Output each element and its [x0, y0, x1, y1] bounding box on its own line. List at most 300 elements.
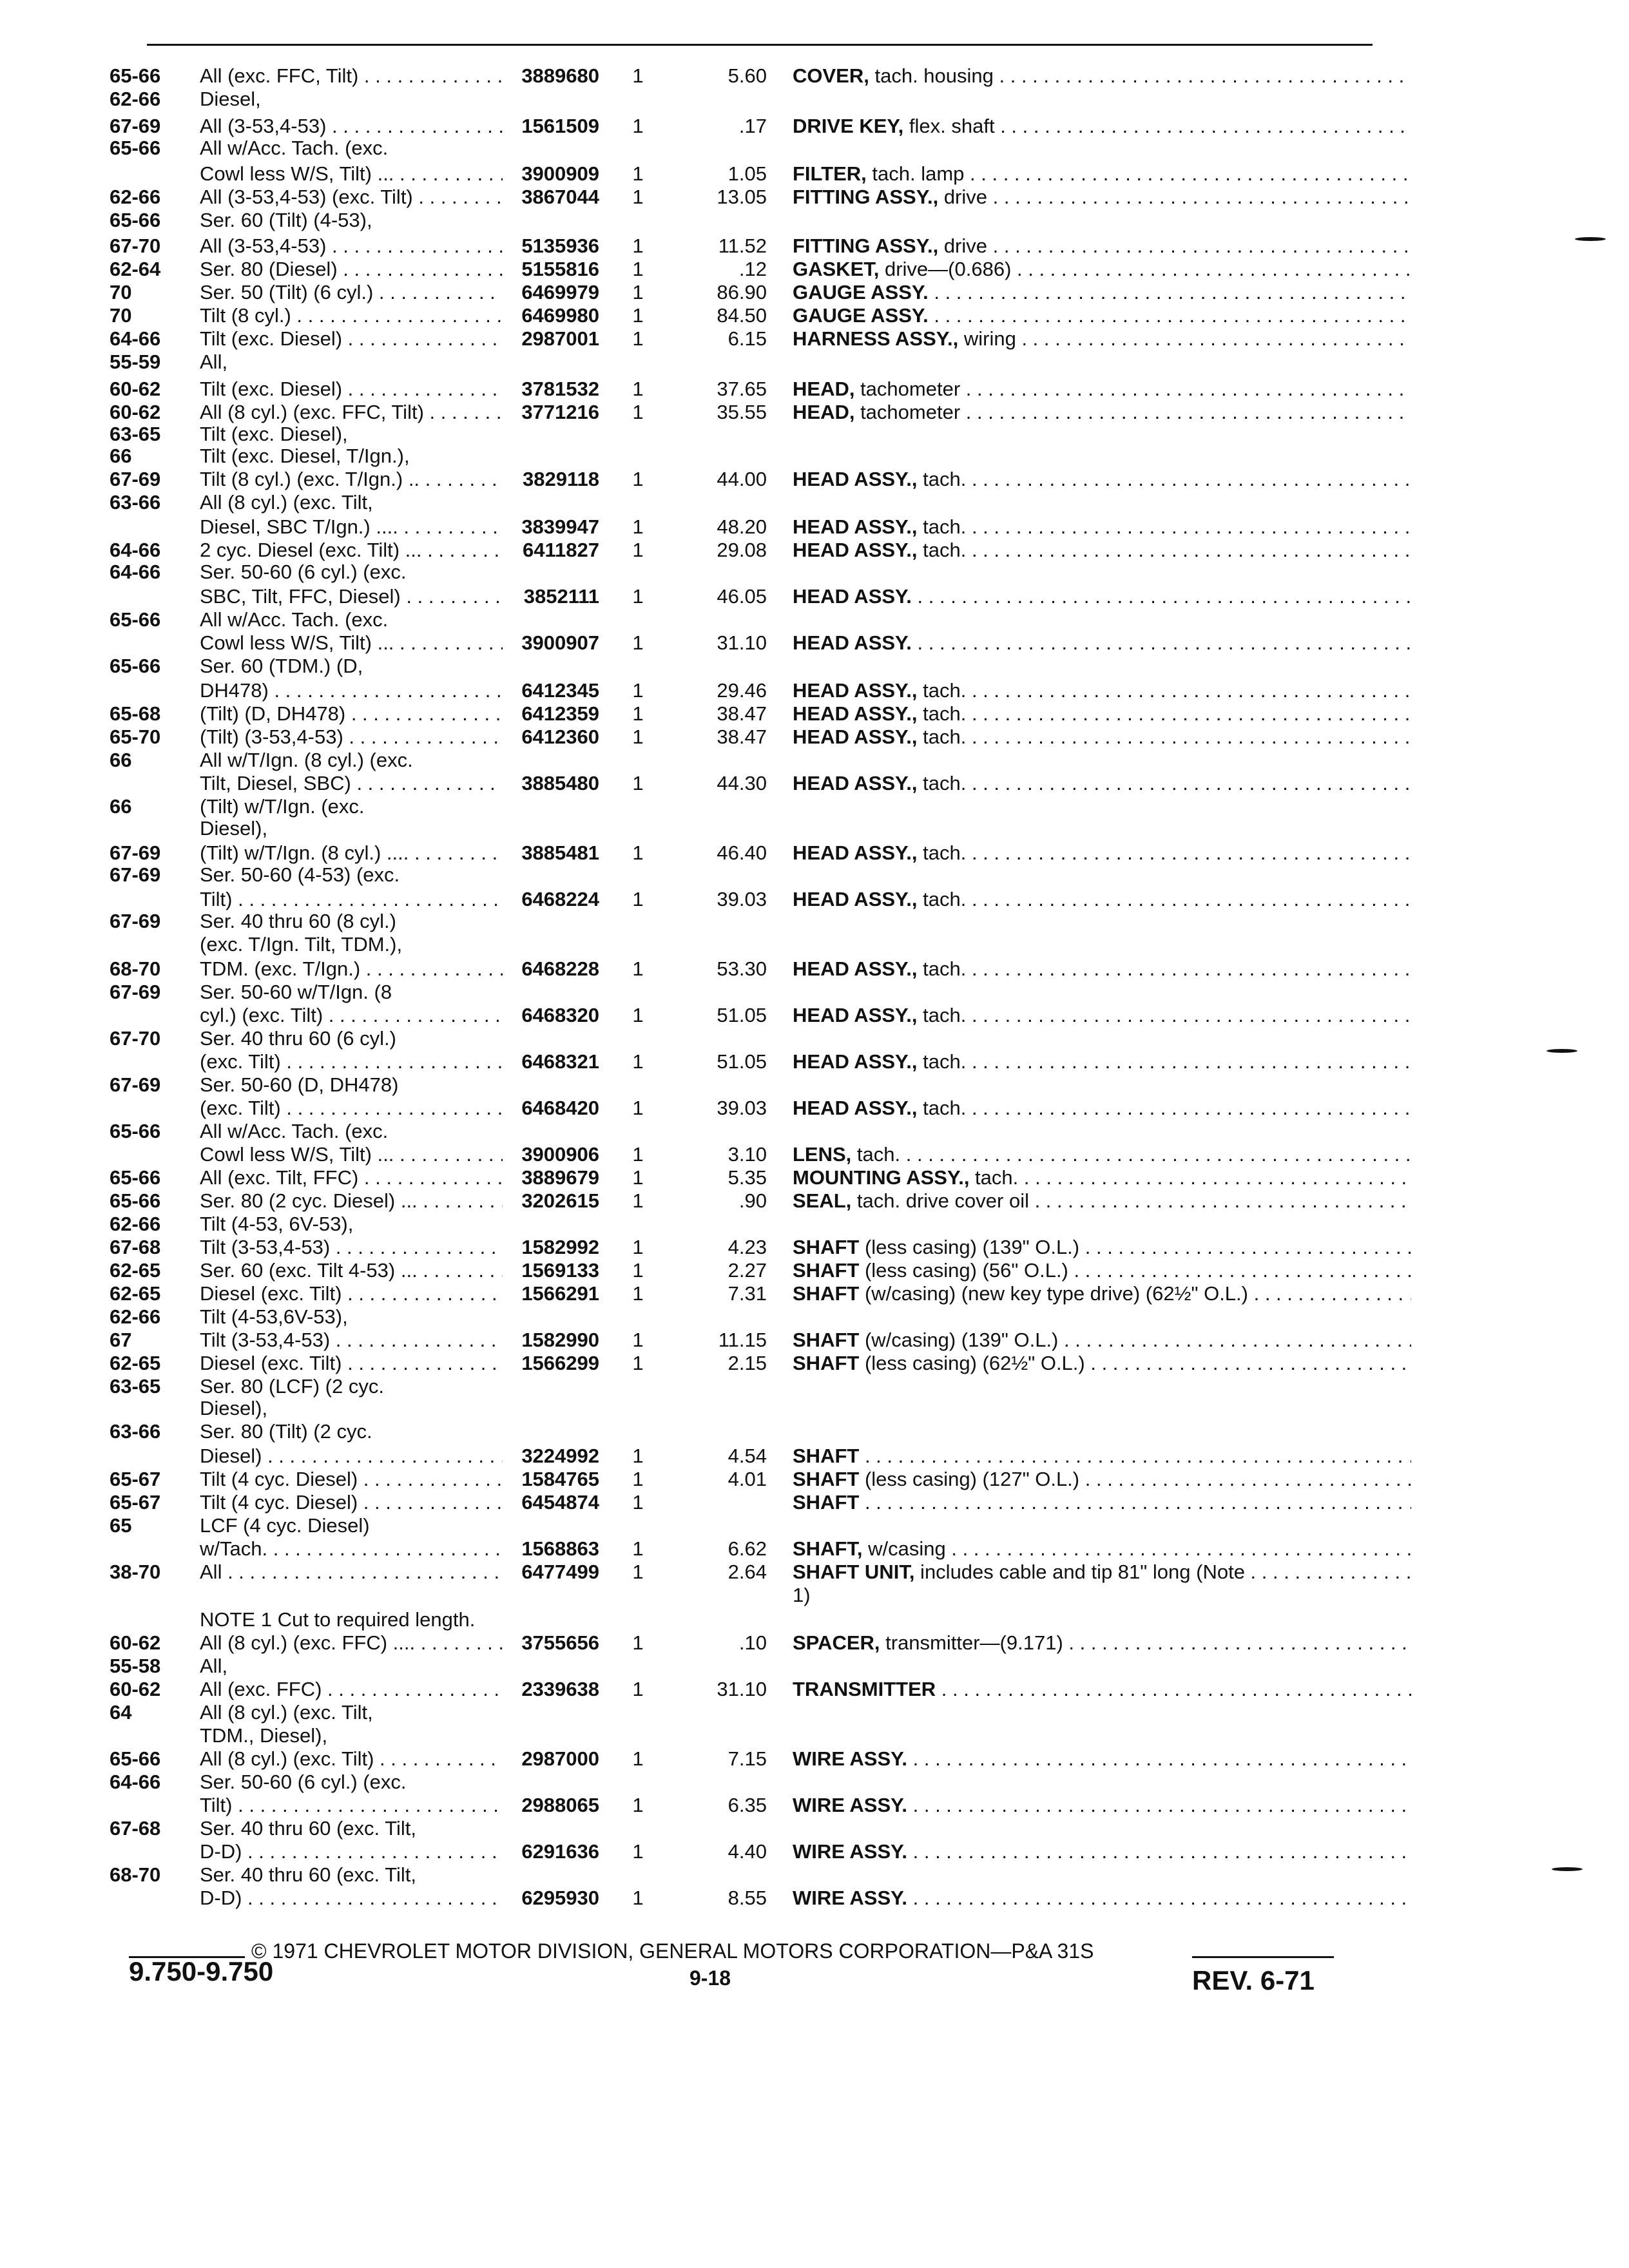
- table-row: [110, 908, 1398, 934]
- application-description: w/Tach. . . .: [200, 1536, 503, 1562]
- application-description: Tilt) . . .: [200, 1792, 503, 1818]
- model-years: 64: [110, 1701, 132, 1724]
- list-price: 48.20: [717, 515, 767, 538]
- part-number: 6468224: [521, 888, 599, 910]
- part-name: [793, 1258, 1411, 1283]
- quantity: 1: [632, 258, 644, 280]
- quantity: 1: [632, 539, 644, 561]
- part-number: 5135936: [521, 235, 599, 257]
- quantity: 1: [632, 327, 644, 350]
- part-name-detail: tach. drive cover oil: [851, 1189, 1029, 1212]
- application-description: Tilt (3-53,4-53) . . .: [200, 1235, 503, 1260]
- part-name: [793, 1281, 1411, 1307]
- application-description: Ser. 60 (exc. Tilt 4-53) ... . . .: [200, 1258, 503, 1283]
- part-name-bold: SHAFT: [793, 1468, 860, 1490]
- part-name: [793, 1677, 1411, 1702]
- page-number: 9-18: [689, 1966, 731, 1990]
- application-description: cyl.) (exc. Tilt) . . .: [200, 1003, 503, 1028]
- part-number: 6412345: [521, 679, 599, 702]
- model-years: 66: [110, 795, 132, 818]
- part-name: [793, 233, 1411, 259]
- part-name-bold: HEAD ASSY.,: [793, 888, 918, 910]
- application-description: Ser. 80 (Tilt) (2 cyc.: [200, 1420, 372, 1443]
- part-name-bold: HEAD ASSY.,: [793, 468, 918, 490]
- part-name-detail: tach.: [917, 772, 967, 794]
- part-name-detail: tach.: [917, 1004, 967, 1026]
- table-row: [110, 1165, 1398, 1191]
- part-name-detail: drive—(0.686): [879, 258, 1012, 280]
- quantity: 1: [632, 1887, 644, 1909]
- application-description: All (exc. FFC) . . .: [200, 1677, 503, 1702]
- model-years: 65-66: [110, 1189, 161, 1212]
- part-name: [793, 1165, 1411, 1191]
- part-name: [793, 1235, 1411, 1260]
- list-price: 35.55: [717, 401, 767, 423]
- list-price: 6.35: [728, 1794, 767, 1816]
- model-years: 67-70: [110, 235, 161, 257]
- part-name-bold: SHAFT UNIT,: [793, 1561, 915, 1583]
- model-years: 64-66: [110, 561, 161, 583]
- list-price: 86.90: [717, 281, 767, 303]
- application-description: Ser. 80 (LCF) (2 cyc.: [200, 1375, 384, 1398]
- part-name: [793, 1466, 1411, 1492]
- quantity: 1: [632, 1329, 644, 1351]
- part-number: 1561509: [521, 115, 599, 137]
- part-name-detail: tach.: [917, 679, 967, 702]
- application-description: All (exc. Tilt, FFC) . . .: [200, 1165, 503, 1191]
- part-name-bold: HEAD,: [793, 378, 855, 400]
- model-years: 65-70: [110, 726, 161, 748]
- part-name-bold: GAUGE ASSY.: [793, 281, 929, 303]
- table-row: [110, 1211, 1398, 1237]
- part-name-detail: tach.: [917, 841, 967, 864]
- model-years: 62-66: [110, 186, 161, 208]
- part-name: [793, 303, 1411, 329]
- application-description: Ser. 50-60 (6 cyl.) (exc.: [200, 561, 407, 583]
- application-description: Diesel,: [200, 88, 261, 110]
- quantity: 1: [632, 1537, 644, 1560]
- part-name-bold: GASKET,: [793, 258, 880, 280]
- application-description: Ser. 80 (Diesel) . . .: [200, 256, 503, 282]
- part-number: 3889680: [521, 64, 599, 87]
- quantity: 1: [632, 468, 644, 490]
- application-description: Tilt (exc. Diesel),: [200, 423, 348, 445]
- part-name-detail: tach.: [917, 1097, 967, 1119]
- list-price: 38.47: [717, 726, 767, 748]
- list-price: 11.52: [718, 235, 767, 257]
- model-years: 62-64: [110, 258, 161, 280]
- part-name-bold: WIRE ASSY.: [793, 1747, 907, 1770]
- application-description: Ser. 40 thru 60 (exc. Tilt,: [200, 1817, 416, 1840]
- part-name-bold: TRANSMITTER: [793, 1678, 936, 1700]
- table-row: [110, 514, 1398, 540]
- part-name: [793, 256, 1411, 282]
- table-row: [110, 1396, 1398, 1421]
- table-row: [110, 1700, 1398, 1725]
- table-row: [110, 1677, 1398, 1702]
- table-row: [110, 1188, 1398, 1214]
- model-years: 62-66: [110, 88, 161, 110]
- part-number: 6469980: [521, 304, 599, 327]
- list-price: 4.23: [728, 1236, 767, 1258]
- application-description: Ser. 40 thru 60 (6 cyl.): [200, 1027, 396, 1050]
- footer-rule-right: [1192, 1956, 1334, 1958]
- part-number: 3900906: [521, 1143, 599, 1166]
- application-description: Diesel, SBC T/Ign.) .... . . .: [200, 514, 503, 540]
- part-name: [793, 1490, 1411, 1515]
- part-name-bold: HEAD ASSY.,: [793, 1050, 918, 1073]
- table-row: [110, 63, 1398, 89]
- table-row: [110, 466, 1398, 492]
- part-name: [793, 771, 1411, 796]
- list-price: 3.10: [728, 1143, 767, 1166]
- part-name-bold: HEAD,: [793, 401, 855, 423]
- table-row: [110, 1419, 1398, 1445]
- part-name-bold: HEAD ASSY.,: [793, 679, 918, 702]
- model-years: 65-66: [110, 64, 161, 87]
- model-years: 67-70: [110, 1027, 161, 1050]
- quantity: 1: [632, 1004, 644, 1026]
- quantity: 1: [632, 235, 644, 257]
- part-name: [793, 1746, 1411, 1772]
- list-price: 8.55: [728, 1887, 767, 1909]
- part-name: [793, 376, 1411, 402]
- table-row: [110, 161, 1398, 187]
- part-name-bold: HEAD ASSY.: [793, 631, 912, 654]
- application-description: Ser. 80 (2 cyc. Diesel) ... . . .: [200, 1188, 503, 1214]
- part-number: 6477499: [521, 1561, 599, 1583]
- list-price: 5.35: [728, 1166, 767, 1189]
- table-row: [110, 1607, 1398, 1633]
- application-description: All (8 cyl.) (exc. Tilt,: [200, 491, 373, 514]
- part-name-detail: tach. lamp: [866, 162, 965, 185]
- part-name-detail: flex. shaft: [903, 115, 995, 137]
- part-name-detail: tach.: [917, 726, 967, 748]
- application-description: D-D) . . .: [200, 1839, 503, 1865]
- part-name-detail: w/casing: [862, 1537, 946, 1560]
- application-description: SBC, Tilt, FFC, Diesel) . . . .: [200, 584, 503, 610]
- part-name: [793, 1188, 1411, 1214]
- table-row: [110, 678, 1398, 704]
- quantity: 1: [632, 378, 644, 400]
- application-description: Ser. 40 thru 60 (8 cyl.): [200, 910, 396, 932]
- part-name-bold: WIRE ASSY.: [793, 1840, 907, 1863]
- model-years: 67-68: [110, 1236, 161, 1258]
- part-name-detail: transmitter—(9.171): [880, 1631, 1063, 1654]
- copyright-line: © 1971 CHEVROLET MOTOR DIVISION, GENERAL MOTORS CORPORATION—P&A 31S: [251, 1939, 1094, 1963]
- part-name-detail: (w/casing) (new key type drive) (62½" O.L.): [859, 1282, 1248, 1305]
- application-description: All,: [200, 351, 228, 373]
- model-years: 62-65: [110, 1282, 161, 1305]
- table-row: [110, 862, 1398, 888]
- table-row: [110, 956, 1398, 982]
- part-name-detail: tach. housing: [869, 64, 994, 87]
- list-price: 4.01: [728, 1468, 767, 1490]
- model-years: 63-65: [110, 423, 161, 445]
- model-years: 67-69: [110, 115, 161, 137]
- list-price: 2.15: [728, 1352, 767, 1374]
- quantity: 1: [632, 1445, 644, 1467]
- part-number: 3900907: [521, 631, 599, 654]
- model-years: 65-66: [110, 1166, 161, 1189]
- table-row: [110, 932, 1398, 957]
- application-description: Tilt, Diesel, SBC) . . .: [200, 771, 503, 796]
- part-name-detail: tach.: [969, 1166, 1019, 1189]
- application-description: (Tilt) w/T/Ign. (exc.: [200, 795, 365, 818]
- application-description: Tilt (3-53,4-53) . . .: [200, 1327, 503, 1353]
- quantity: 1: [632, 1097, 644, 1119]
- model-years: 67-68: [110, 1817, 161, 1840]
- part-name-bold: HEAD ASSY.,: [793, 539, 918, 561]
- part-name: [793, 584, 1411, 610]
- quantity: 1: [632, 702, 644, 725]
- quantity: 1: [632, 1050, 644, 1073]
- part-name: [793, 466, 1411, 492]
- application-description: NOTE 1 Cut to required length.: [200, 1608, 476, 1631]
- margin-mark: [1575, 237, 1606, 241]
- model-years: 65-66: [110, 1747, 161, 1770]
- part-name-bold: FILTER,: [793, 162, 867, 185]
- application-description: All w/T/Ign. (8 cyl.) (exc.: [200, 749, 413, 771]
- part-number: 6468321: [521, 1050, 599, 1073]
- part-name-bold: SHAFT: [793, 1491, 860, 1514]
- part-name: [793, 1142, 1411, 1168]
- part-name-bold: HEAD ASSY.,: [793, 841, 918, 864]
- part-name-bold: SEAL,: [793, 1189, 852, 1212]
- part-name: [793, 1582, 1411, 1608]
- part-name-bold: DRIVE KEY,: [793, 115, 904, 137]
- list-price: 7.31: [728, 1282, 767, 1305]
- part-name-bold: HARNESS ASSY.,: [793, 327, 959, 350]
- part-name: [793, 724, 1411, 750]
- application-description: LCF (4 cyc. Diesel): [200, 1514, 370, 1537]
- part-number: 6454874: [521, 1491, 599, 1514]
- model-years: 64-66: [110, 327, 161, 350]
- application-description: D-D) . . .: [200, 1885, 503, 1911]
- table-row: [110, 490, 1398, 515]
- part-number: 6469979: [521, 281, 599, 303]
- part-name: [793, 1095, 1411, 1121]
- part-number: 2988065: [521, 1794, 599, 1816]
- table-row: [110, 1490, 1398, 1515]
- list-price: 6.15: [728, 327, 767, 350]
- table-row: [110, 1653, 1398, 1679]
- table-row: [110, 1072, 1398, 1098]
- application-description: Ser. 50-60 w/T/Ign. (8: [200, 981, 392, 1003]
- model-years: 60-62: [110, 1678, 161, 1700]
- part-name: [793, 1559, 1411, 1585]
- list-price: 1.05: [728, 162, 767, 185]
- model-years: 62-65: [110, 1352, 161, 1374]
- model-years: 66: [110, 445, 132, 467]
- application-description: All (8 cyl.) (exc. FFC, Tilt) . . .: [200, 399, 503, 425]
- part-name-bold: HEAD ASSY.,: [793, 957, 918, 980]
- application-description: DH478) . . .: [200, 678, 503, 704]
- model-years: 65-66: [110, 608, 161, 631]
- part-number: 3900909: [521, 162, 599, 185]
- part-number: 6468420: [521, 1097, 599, 1119]
- quantity: 1: [632, 726, 644, 748]
- list-price: 39.03: [717, 1097, 767, 1119]
- table-row: [110, 207, 1398, 233]
- list-price: .12: [738, 258, 767, 280]
- part-name: [793, 161, 1411, 187]
- application-description: All (3-53,4-53) . . .: [200, 113, 503, 139]
- application-description: All,: [200, 1655, 228, 1677]
- quantity: 1: [632, 162, 644, 185]
- quantity: 1: [632, 401, 644, 423]
- part-name-bold: SHAFT: [793, 1329, 860, 1351]
- part-number: 6291636: [521, 1840, 599, 1863]
- part-number: 2339638: [521, 1678, 599, 1700]
- part-name-bold: GAUGE ASSY.: [793, 304, 929, 327]
- part-number: 1582990: [521, 1329, 599, 1351]
- part-name: [793, 1350, 1411, 1376]
- part-name-detail: tach.: [917, 468, 967, 490]
- table-row: [110, 1350, 1398, 1376]
- list-price: 11.15: [718, 1329, 767, 1351]
- table-row: [110, 1862, 1398, 1888]
- table-row: [110, 184, 1398, 210]
- application-description: TDM., Diesel),: [200, 1724, 328, 1747]
- table-row: [110, 1769, 1398, 1795]
- part-name-detail: (less casing) (56" O.L.): [859, 1259, 1068, 1282]
- application-description: All w/Acc. Tach. (exc.: [200, 137, 389, 159]
- table-row: [110, 349, 1398, 375]
- quantity: 1: [632, 631, 644, 654]
- application-description: Diesel (exc. Tilt) . . .: [200, 1350, 503, 1376]
- list-price: 84.50: [717, 304, 767, 327]
- part-name-bold: HEAD ASSY.,: [793, 1004, 918, 1026]
- model-years: 67-69: [110, 1073, 161, 1096]
- part-name: [793, 956, 1411, 982]
- part-name-detail: tach.: [917, 702, 967, 725]
- list-price: 31.10: [717, 631, 767, 654]
- model-years: 65-66: [110, 655, 161, 677]
- part-number: 3771216: [521, 401, 599, 423]
- part-name-bold: FITTING ASSY.,: [793, 235, 939, 257]
- model-years: 60-62: [110, 378, 161, 400]
- table-row: [110, 1466, 1398, 1492]
- table-row: [110, 326, 1398, 352]
- part-number: 3829118: [523, 468, 599, 490]
- section-number: 9.750-9.750: [129, 1956, 274, 1986]
- application-description: Tilt (8 cyl.) (exc. T/Ign.) .. . . .: [200, 466, 503, 492]
- table-row: [110, 979, 1398, 1005]
- quantity: 1: [632, 679, 644, 702]
- table-row: [110, 1885, 1398, 1911]
- table-row: [110, 1258, 1398, 1283]
- part-name-detail: wiring: [958, 327, 1016, 350]
- margin-mark: [1552, 1867, 1583, 1871]
- list-price: 29.46: [717, 679, 767, 702]
- quantity: 1: [632, 1189, 644, 1212]
- model-years: 63-66: [110, 1420, 161, 1443]
- table-row: [110, 86, 1398, 112]
- part-name-detail: (less casing) (139" O.L.): [859, 1236, 1080, 1258]
- table-row: [110, 1792, 1398, 1818]
- part-name: [793, 1327, 1411, 1353]
- part-name: [793, 1630, 1411, 1656]
- list-price: 4.54: [728, 1445, 767, 1467]
- part-name: [793, 1839, 1411, 1865]
- list-price: 46.05: [717, 585, 767, 608]
- list-price: 53.30: [717, 957, 767, 980]
- quantity: 1: [632, 281, 644, 303]
- part-number: 6295930: [521, 1887, 599, 1909]
- table-row: [110, 1049, 1398, 1075]
- quantity: 1: [632, 841, 644, 864]
- part-name-bold: SHAFT,: [793, 1537, 863, 1560]
- table-row: [110, 1443, 1398, 1469]
- part-number: 1568863: [521, 1537, 599, 1560]
- part-number: 3889679: [521, 1166, 599, 1189]
- table-row: [110, 1816, 1398, 1841]
- part-name-bold: SHAFT: [793, 1259, 860, 1282]
- part-name-bold: SHAFT: [793, 1282, 860, 1305]
- quantity: 1: [632, 772, 644, 794]
- model-years: 67: [110, 1329, 132, 1351]
- quantity: 1: [632, 1631, 644, 1654]
- model-years: 65-68: [110, 702, 161, 725]
- part-name: [793, 326, 1411, 352]
- revision: REV. 6-71: [1192, 1965, 1315, 1995]
- list-price: 44.00: [717, 468, 767, 490]
- list-price: 4.40: [728, 1840, 767, 1863]
- part-number: 3885480: [521, 772, 599, 794]
- table-row: [110, 630, 1398, 656]
- quantity: 1: [632, 1840, 644, 1863]
- part-number: 1569133: [521, 1259, 599, 1282]
- table-row: [110, 559, 1398, 585]
- application-description: Ser. 50-60 (6 cyl.) (exc.: [200, 1771, 407, 1793]
- part-name-bold: HEAD ASSY.,: [793, 1097, 918, 1119]
- model-years: 70: [110, 304, 132, 327]
- quantity: 1: [632, 115, 644, 137]
- part-number: 3224992: [521, 1445, 599, 1467]
- part-name: [793, 1885, 1411, 1911]
- application-description: Tilt (exc. Diesel) . . .: [200, 326, 503, 352]
- model-years: 60-62: [110, 1631, 161, 1654]
- application-description: Tilt (8 cyl.) . . .: [200, 303, 503, 329]
- part-number: 3839947: [521, 515, 599, 538]
- model-years: 65-66: [110, 1120, 161, 1142]
- application-description: All (3-53,4-53) (exc. Tilt) . . . .: [200, 184, 503, 210]
- list-price: 6.62: [728, 1537, 767, 1560]
- quantity: 1: [632, 585, 644, 608]
- application-description: Cowl less W/S, Tilt) ... . . .: [200, 1142, 503, 1168]
- part-name-bold: SHAFT: [793, 1445, 860, 1467]
- table-row: [110, 443, 1398, 469]
- application-description: Ser. 50-60 (4-53) (exc.: [200, 863, 400, 886]
- table-row: [110, 233, 1398, 259]
- part-name: [793, 280, 1411, 305]
- table-row: [110, 1513, 1398, 1539]
- model-years: 55-58: [110, 1655, 161, 1677]
- part-number: 3885481: [521, 841, 599, 864]
- application-description: All (exc. FFC, Tilt) . . .: [200, 63, 503, 89]
- part-name-detail: tachometer: [854, 401, 961, 423]
- part-name: [793, 630, 1411, 656]
- application-description: Tilt (exc. Diesel) . . .: [200, 376, 503, 402]
- quantity: 1: [632, 1259, 644, 1282]
- quantity: 1: [632, 1794, 644, 1816]
- model-years: 67-69: [110, 841, 161, 864]
- part-number: 6468228: [521, 957, 599, 980]
- part-name: [793, 63, 1411, 89]
- table-row: [110, 653, 1398, 679]
- application-description: Tilt (4-53,6V-53),: [200, 1305, 348, 1328]
